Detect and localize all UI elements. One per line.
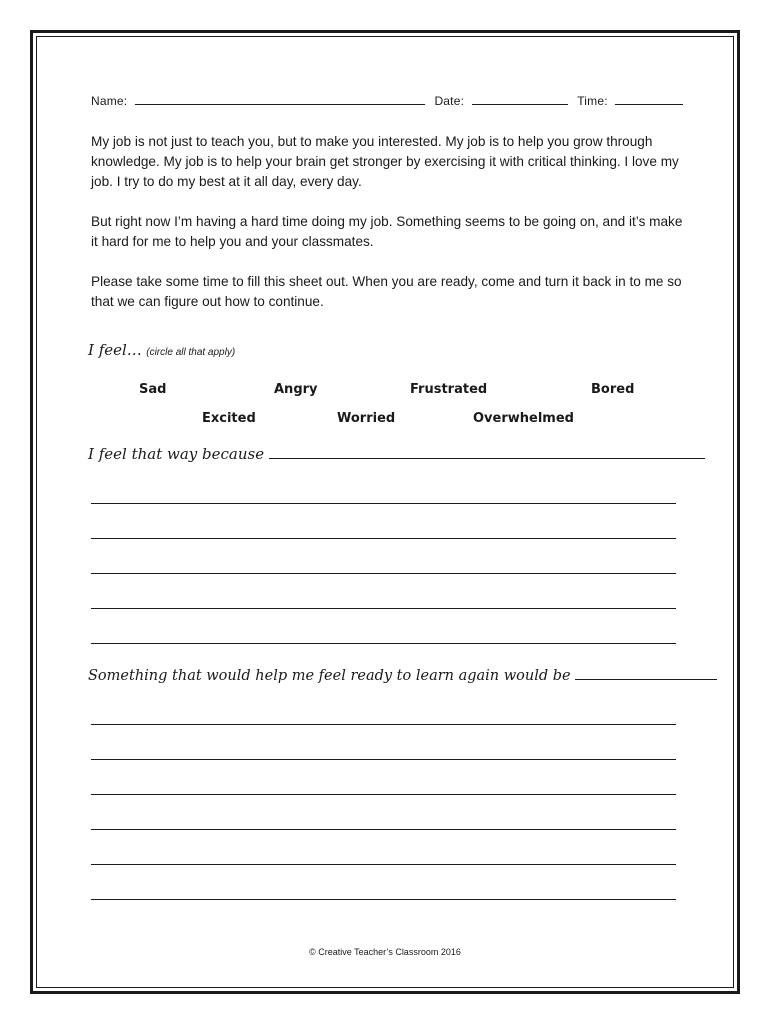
because-prompt: I feel that way because	[88, 445, 265, 463]
feeling-overwhelmed[interactable]: Overwhelmed	[473, 411, 574, 426]
date-blank[interactable]	[472, 94, 568, 105]
feeling-angry[interactable]: Angry	[274, 382, 318, 397]
paragraph-2: But right now I’m having a hard time doing my job. Something seems to be going on, and it’s make it hard for me to help you and your classmates.	[91, 214, 683, 249]
header-row	[91, 94, 683, 108]
help-answer-line-2[interactable]	[91, 759, 676, 760]
paragraph-3: Please take some time to fill this sheet out. When you are ready, come and turn it back in to me so that we can figure out how to continue.	[91, 274, 682, 309]
because-answer-line-2[interactable]	[91, 538, 676, 539]
help-answer-line-6[interactable]	[91, 899, 676, 900]
help-answer-line-5[interactable]	[91, 864, 676, 865]
copyright-footer: © Creative Teacher’s Classroom 2016	[309, 947, 461, 957]
help-answer-line-4[interactable]	[91, 829, 676, 830]
feeling-sad[interactable]: Sad	[139, 382, 167, 397]
feel-note: (circle all that apply)	[146, 347, 236, 358]
help-answer-line-3[interactable]	[91, 794, 676, 795]
because-row	[88, 445, 705, 464]
help-answer-line-1[interactable]	[91, 724, 676, 725]
feeling-bored[interactable]: Bored	[591, 382, 635, 397]
help-blank[interactable]	[575, 678, 717, 680]
time-label: Time:	[577, 94, 608, 108]
feel-prompt: I feel…	[88, 341, 142, 359]
because-answer-line-1[interactable]	[91, 503, 676, 504]
time-blank[interactable]	[615, 94, 683, 105]
paragraph-1: My job is not just to teach you, but to make you interested. My job is to help you grow through knowledge. My job is to help your brain get stronger by exercising it with critical thinking. I love my job. I try to do my best at it all day, every day.	[91, 134, 679, 189]
name-label: Name:	[91, 94, 128, 108]
because-answer-line-4[interactable]	[91, 608, 676, 609]
feeling-excited[interactable]: Excited	[202, 411, 256, 426]
date-label: Date:	[434, 94, 465, 108]
feeling-worried[interactable]: Worried	[337, 411, 396, 426]
help-row	[88, 667, 717, 685]
because-answer-line-5[interactable]	[91, 643, 676, 644]
help-prompt: Something that would help me feel ready to learn again would be	[88, 668, 571, 684]
feeling-frustrated[interactable]: Frustrated	[410, 382, 488, 397]
feel-heading	[88, 341, 235, 360]
because-blank[interactable]	[269, 457, 705, 459]
name-blank[interactable]	[135, 94, 425, 105]
because-answer-line-3[interactable]	[91, 573, 676, 574]
